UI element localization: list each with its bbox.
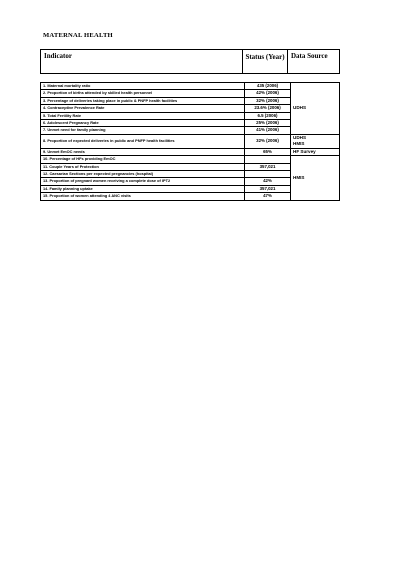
indicator-cell: 13. Proportion of pregnant women receiving a complete dose of IPT2 <box>41 178 245 185</box>
indicator-cell: 4. Contraceptive Prevalence Rate <box>41 105 245 112</box>
indicator-cell: 14. Family planning uptake <box>41 185 245 192</box>
status-header: Status (Year) <box>243 49 288 74</box>
status-cell: 47% <box>245 193 291 200</box>
status-cell: 357,021 <box>245 185 291 192</box>
status-cell: 65% <box>245 148 291 155</box>
indicator-cell: 6. Adolescent Pregnancy Rate <box>41 120 245 127</box>
status-cell: 42% <box>245 178 291 185</box>
indicator-table <box>40 82 340 201</box>
indicator-cell: 7. Unmet need for family planning <box>41 127 245 134</box>
source-label: UDHS <box>293 105 307 111</box>
indicator-cell: 10. Percentage of HFs providing EmOC <box>41 156 245 163</box>
indicator-cell: 1. Maternal mortality ratio <box>41 83 245 90</box>
table-row <box>41 148 340 155</box>
source-label: HF Survey <box>293 148 316 154</box>
status-cell: 23.6% (2006) <box>245 105 291 112</box>
status-cell <box>245 171 291 178</box>
indicator-cell: 5. Total Fertility Rate <box>41 112 245 119</box>
status-cell: 32% (2006) <box>245 97 291 104</box>
indicator-cell: 3. Percentage of deliveries taking place in public & PNFP health facilities <box>41 97 245 104</box>
status-cell <box>245 156 291 163</box>
source-label: UDHS <box>293 135 307 141</box>
indicator-cell: 2. Proportion of births attended by skilled health personnel <box>41 90 245 97</box>
table-row <box>41 83 340 90</box>
status-cell: 42% (2006) <box>245 90 291 97</box>
status-cell: 435 (2006) <box>245 83 291 90</box>
status-cell: 25% (2006) <box>245 120 291 127</box>
status-cell: 32% (2006) <box>245 134 291 148</box>
source-cell <box>291 148 340 155</box>
page-title: MATERNAL HEALTH <box>43 32 113 39</box>
status-cell: 6.5 (2006) <box>245 112 291 119</box>
status-cell: 41% (2006) <box>245 127 291 134</box>
indicator-cell: 8. Proportion of expected deliveries in public and PNFP health facilities <box>41 134 245 148</box>
table-header <box>40 49 340 74</box>
indicator-cell: 9. Unmet EmOC needs <box>41 148 245 155</box>
source-label: HMIS <box>293 141 305 147</box>
indicator-header: Indicator <box>40 49 243 74</box>
source-cell <box>291 134 340 148</box>
indicator-cell: 15. Proportion of women attending 4 ANC visits <box>41 193 245 200</box>
table-row <box>41 134 340 148</box>
source-cell <box>291 83 340 135</box>
indicator-cell: 12. Caesarian Sections per expected pregnancies (hospital) <box>41 171 245 178</box>
table-row <box>41 156 340 163</box>
source-header: Data Source <box>288 49 340 74</box>
indicator-cell: 11. Couple Years of Protection <box>41 163 245 170</box>
source-cell <box>291 156 340 200</box>
source-label: HMIS <box>293 174 305 180</box>
status-cell: 357,021 <box>245 163 291 170</box>
